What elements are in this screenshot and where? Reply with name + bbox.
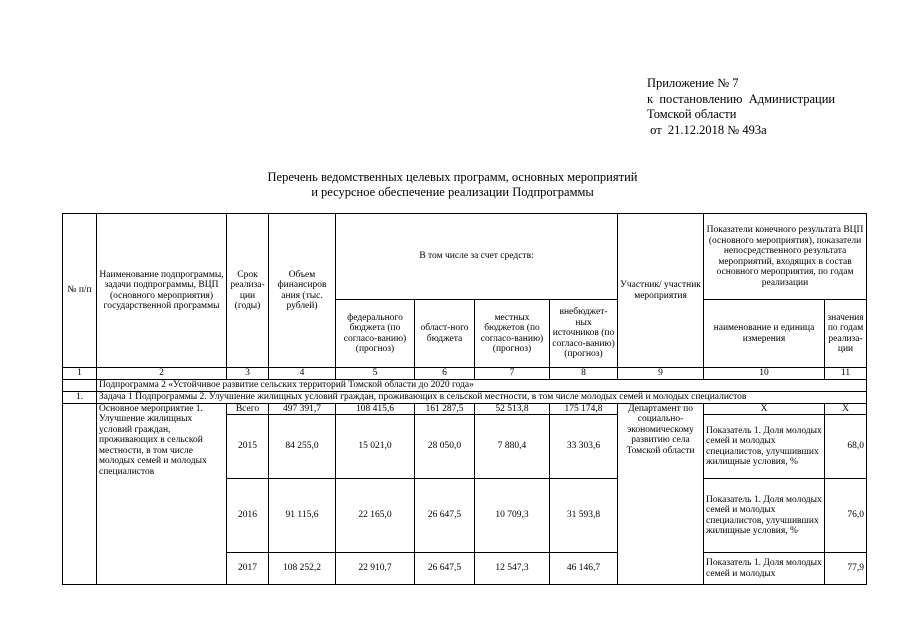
value-cell: 68,0	[825, 415, 867, 479]
measure-name: Основное мероприятие 1. Улучшение жилищных условий граждан, проживающих в сельской местности, в том числе молодых семей и молодых специалистов	[97, 403, 227, 585]
volume-cell: 108 252,2	[269, 553, 336, 585]
header-num: № п/п	[63, 214, 97, 368]
appendix-block	[647, 76, 835, 138]
extra-cell: 31 593,8	[550, 479, 618, 553]
header-participant: Участник/ участник мероприятия	[618, 214, 704, 368]
header-federal: федерального бюджета (по согласо-ванию) (прогноз)	[336, 300, 415, 368]
col-number: 3	[227, 368, 269, 380]
regional-cell: 161 287,5	[415, 403, 475, 415]
local-cell: 52 513,8	[475, 403, 550, 415]
document-title	[0, 170, 905, 200]
extra-cell: 46 146,7	[550, 553, 618, 585]
col-number: 2	[97, 368, 227, 380]
value-cell: 76,0	[825, 479, 867, 553]
federal-cell: 108 415,6	[336, 403, 415, 415]
col-number: 7	[475, 368, 550, 380]
col-number: 11	[825, 368, 867, 380]
header-volume: Объем финансиров ания (тыс. рублей)	[269, 214, 336, 368]
column-numbers-row	[63, 368, 867, 380]
indicator-cell: Показатель 1. Доля молодых семей и молодых специалистов, улучшивших жилищные условия, %	[704, 415, 825, 479]
indicator-cell: Х	[704, 403, 825, 415]
federal-cell: 22 910,7	[336, 553, 415, 585]
col-number: 6	[415, 368, 475, 380]
title-line: и ресурсное обеспечение реализации Подпрограммы	[311, 185, 594, 199]
measure-num-cell	[63, 403, 97, 585]
header-term: Срок реализа-ции (годы)	[227, 214, 269, 368]
appendix-line: Приложение № 7	[647, 76, 739, 90]
col-number: 1	[63, 368, 97, 380]
col-number: 5	[336, 368, 415, 380]
term-cell: 2016	[227, 479, 269, 553]
header-indicator-name: наименование и единица измерения	[704, 300, 825, 368]
header-sources: В том числе за счет средств:	[336, 214, 618, 300]
regional-cell: 26 647,5	[415, 553, 475, 585]
term-cell: Всего	[227, 403, 269, 415]
term-cell: 2017	[227, 553, 269, 585]
regional-cell: 26 647,5	[415, 479, 475, 553]
programs-table	[62, 213, 867, 585]
federal-cell: 22 165,0	[336, 479, 415, 553]
value-cell: Х	[825, 403, 867, 415]
table-row	[63, 403, 867, 415]
col-number: 4	[269, 368, 336, 380]
header-local: местных бюджетов (по согласо-ванию) (прогноз)	[475, 300, 550, 368]
indicator-cell: Показатель 1. Доля молодых семей и молодых специалистов, улучшивших жилищные условия, %	[704, 479, 825, 553]
title-line: Перечень ведомственных целевых программ, основных мероприятий	[267, 170, 638, 184]
local-cell: 10 709,3	[475, 479, 550, 553]
local-cell: 12 547,3	[475, 553, 550, 585]
regional-cell: 28 050,0	[415, 415, 475, 479]
indicator-cell: Показатель 1. Доля молодых семей и молодых	[704, 553, 825, 585]
header-extra: внебюджет-ных источников (по согласо-ванию) (прогноз)	[550, 300, 618, 368]
header-name: Наименование подпрограммы, задачи подпрограммы, ВЦП (основного мероприятия) государственной программы	[97, 214, 227, 368]
measure-participant: Департамент по социально-экономическому развитию села Томской области	[618, 403, 704, 585]
federal-cell: 15 021,0	[336, 415, 415, 479]
volume-cell: 497 391,7	[269, 403, 336, 415]
col-number: 10	[704, 368, 825, 380]
value-cell: 77,9	[825, 553, 867, 585]
appendix-line: к постановлению Администрации	[647, 91, 836, 106]
volume-cell: 84 255,0	[269, 415, 336, 479]
col-number: 8	[550, 368, 618, 380]
header-indicators: Показатели конечного результата ВЦП (основного мероприятия), показатели непосредственного результата мероприятий, входящих в состав основного мероприятия, по годам реализации	[704, 214, 867, 300]
subprogram-row: Подпрограмма 2 «Устойчивое развитие сельских территорий Томской области до 2020 года»	[97, 379, 867, 391]
header-indicator-values: значения по годам реализа-ции	[825, 300, 867, 368]
header-regional: област-ного бюджета	[415, 300, 475, 368]
appendix-line: Томской области	[647, 107, 737, 121]
col-number: 9	[618, 368, 704, 380]
appendix-line: от 21.12.2018 № 493а	[647, 122, 767, 137]
local-cell: 7 880,4	[475, 415, 550, 479]
task-row: Задача 1 Подпрограммы 2. Улучшение жилищных условий граждан, проживающих в сельской местности, в том числе молодых семей и молодых специалистов	[97, 391, 867, 403]
extra-cell: 33 303,6	[550, 415, 618, 479]
extra-cell: 175 174,8	[550, 403, 618, 415]
subprogram-num-cell	[63, 379, 97, 391]
task-num: 1.	[63, 391, 97, 403]
term-cell: 2015	[227, 415, 269, 479]
volume-cell: 91 115,6	[269, 479, 336, 553]
